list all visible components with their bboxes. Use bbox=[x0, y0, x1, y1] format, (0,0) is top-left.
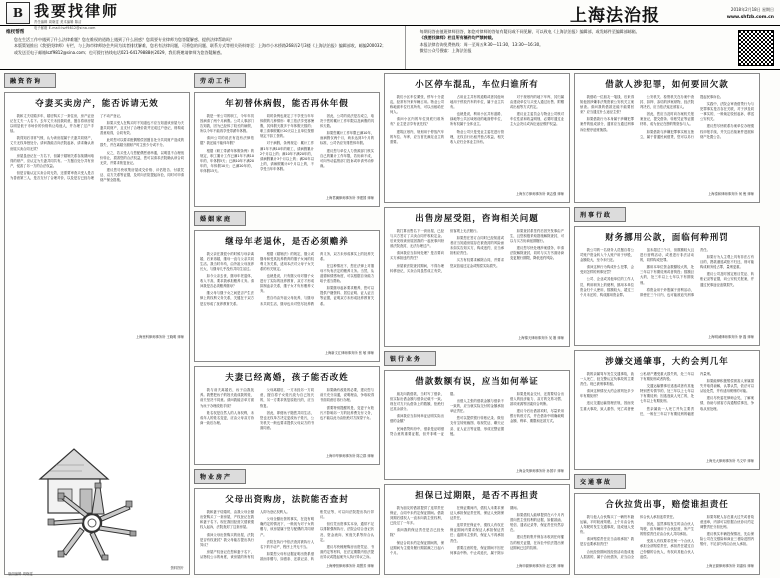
paragraph: 在保证期间内，债权人未要求保证人承担保证责任的，保证人免除保证责任。 bbox=[450, 506, 504, 521]
article-body bbox=[200, 114, 374, 194]
paragraph: 如今父亲去世，继母年老退休，收入不高，要求我承担赡养义务。请问我是否必须赡养继母？ bbox=[200, 274, 254, 289]
article-title: 出售房屋受阻，咨询相关问题 bbox=[415, 214, 539, 224]
paragraph: 因此，公司的说法是否成立，取决于您的累计工作年限以及病假的具体天数。 bbox=[320, 114, 374, 129]
paragraph: 挪用本单位资金数额较大的，处三年以下有期徒刑或者拘役；数额巨大的，处三年以上七年以下有期徒刑。 bbox=[640, 265, 694, 285]
paragraph: 连带责任保证中，债权人有权在保证期间内要求保证人承担保证责任；逾期未主张的，保证人不再承担责任。 bbox=[450, 523, 504, 543]
paragraph: 建议您尽快收集房屋成交价格、评估报告、付款凭证、双方关系等证据，及时向法院提起诉讼，同时可申请财产保全措施。 bbox=[100, 167, 184, 183]
article-title: 借款人涉犯罪，如何要回欠款 bbox=[605, 80, 729, 90]
article-body bbox=[390, 392, 564, 467]
article-body bbox=[200, 510, 374, 562]
paragraph: 物业公司只是受业主委托进行管理，无权自行出租并独占收益，相关收入应归全体业主所有。 bbox=[450, 129, 504, 144]
paragraph: 建议今后出借款项时，尽量采用银行转账方式，并在借条中明确载明金额、利率、期限和还款方式。 bbox=[510, 409, 564, 424]
column-1 bbox=[4, 73, 190, 575]
article-title: 继母年老退休，是否必须赡养 bbox=[225, 236, 349, 247]
paragraph: 因此，虽然事故发生时由合伙人驾驶，但车辆用于合伙经营，所产生的赔偿责任应由合伙人共同承担。 bbox=[640, 522, 694, 537]
category-label-banking: 银行业务 bbox=[384, 351, 436, 366]
paragraph: 对于病假，条例规定：累计工作满1年不满10年的职工，请病假累计2个月以上的；满10年不满20年的，请病假累计3个月以上的；满20年以上的，请病假累计4个月以上的，不享受当年年休假。 bbox=[260, 141, 314, 171]
paragraph: 房屋产权登记在您和妻子名下，从物权公示的角度，该房屋的所有权人即为登记权利人。 bbox=[200, 510, 290, 559]
paragraph: 建议您与单位人力资源部门核实自己的累计工作年限，若协商不成，可向劳动监察部门投诉或申请劳动仲裁。 bbox=[320, 148, 374, 168]
paragraph: 您亲属致一人死亡并负主要责任，一般在三年以下有期徒刑的幅度内量刑。 bbox=[640, 372, 714, 416]
intro-line-1: 您在生活工作中遇到了什么法律难题？您在维权的道路上遇到了什么困惑？您需要专业律师为您答疑解惑、提供法律帮助吗？ bbox=[14, 37, 234, 42]
paragraph: 将资金用于炒股属于营利活动，即使在三个月内，也可能被追究刑事责任。 bbox=[640, 248, 710, 297]
paragraph: 我打算出售名下一套房屋，已经与买方签订了买卖合同并收取定金。后来发现该房屋因我的一起民事纠纷被法院查封，无法办理过户。 bbox=[390, 229, 444, 249]
paragraph: 交通运输肇事后逃逸或者有其他特别恶劣情节的，处三年以上七年以下有期徒刑；因逃逸致人死亡的，处七年以上有期徒刑。 bbox=[640, 384, 694, 404]
paragraph: 请问这种情况大约会被判处多少年有期徒刑？ bbox=[580, 389, 634, 399]
article-signature: 上海金茂律师事务所 孙国平 律师 bbox=[515, 469, 564, 473]
paragraph: 我们小区车位紧张，停车十分混乱，经常有外来车辆占用。物业公司称地面车位归其所有，可以出租给任何人。 bbox=[390, 95, 444, 115]
article-title: 年初替休病假，能否再休年假 bbox=[225, 99, 349, 109]
article-title: 小区停车混乱，车位归谁所有 bbox=[415, 80, 539, 90]
paragraph: 建议业主委员会与物业公司核对车位性质和收益明细，必要时通过业主大会决议或诉讼途径维护权益。 bbox=[510, 112, 564, 127]
article-signature: 上海泰和律师事务所 何 俊 律师 bbox=[707, 192, 754, 196]
paragraph: 如果行为人主观上具有非法占有目的，携款潜逃或拒不归还，则可能构成职务侵占罪，量刑更重。 bbox=[700, 255, 754, 270]
paragraph: 虽未超过三个月，但数额较大且进行营利活动，或者进行非法活动的，同样构成犯罪。 bbox=[640, 248, 694, 263]
intro-left bbox=[0, 26, 406, 69]
paragraph: 我的亲属驾车发生交通事故，致一人死亡，经交警认定负事故的主要责任。现已被刑事拘留。 bbox=[580, 372, 634, 387]
paragraph: 房屋被法院查封期间，不得办理转移登记，买卖合同虽然成立有效，但客观上无法履行。 bbox=[390, 229, 480, 273]
paragraph: 请问公司的说法有没有法律依据？我还能不能休年假？ bbox=[200, 136, 254, 146]
article-title: 担保已过期限，是否不再担责 bbox=[415, 491, 539, 501]
article-a1 bbox=[4, 92, 190, 575]
paragraph: 此时您可以要求配偶赔偿因擅自处分共同财产造成的损失，并在离婚分割财产时主张少分或不分。 bbox=[100, 138, 184, 148]
paragraph: 如果继母起诉要求赡养，您可以提供户籍资料、居住证明、证人证言等证据，证明双方未形成抚养教育关系。 bbox=[320, 286, 374, 306]
article-signature: 上海正源律师事务所 刘嘉伟 律师 bbox=[705, 564, 754, 568]
paragraph: 父母全额出资的事实，在没有明确约定的情况下，一般视为对子女的赠与，该房屋属于您与配偶的共同财产。 bbox=[260, 517, 314, 537]
paragraph: 如果借款与涉嫌犯罪事实相互独立，属于普通民间借贷，您可以另行提起民事诉讼。 bbox=[640, 95, 724, 139]
article-title: 财务挪用公款，面临何种刑罚 bbox=[605, 233, 729, 243]
page-title: 我要找律师 bbox=[34, 2, 120, 20]
notice-line-4: 微信公众号搜索：上海法治报 bbox=[419, 48, 472, 54]
notice-line-3: 本报法律咨询免费热线：周一至周五9:30—11:30，13:30—16:30。 bbox=[419, 41, 544, 47]
article-a5 bbox=[194, 488, 380, 575]
paragraph: 也就是说，只有继父母对继子女进行了实际的抚养教育，双方才形成拟制血亲关系，继子女才负有赡养义务。 bbox=[260, 274, 314, 294]
intro-line-3: 或发送至电子邮箱lszf9812@sina.com；也可拨打热线电话021-64179888转2029，我们将邀请律师为您答疑解惑。 bbox=[14, 49, 225, 55]
paragraph: 请问赔偿责任应当由谁承担？我是否也要承担责任？ bbox=[580, 537, 634, 547]
paragraph: 实践中，法院会审查借贷行为与犯罪事实是否存在关联，对于涉及同一事实的，一般裁定驳回起诉，移送公安机关。 bbox=[700, 102, 754, 122]
article-a12 bbox=[574, 350, 760, 470]
masthead bbox=[0, 0, 780, 30]
article-signature: 上海君澜律师事务所 李建国 律师 bbox=[325, 195, 374, 200]
article-signature: 上海明诚律师事务所 徐 磊 律师 bbox=[707, 335, 754, 339]
paragraph: 父母离婚后，一方未经另一方同意，擅自将子女姓氏改为自己姓氏的，另一方要求恢复原姓氏的，应当恢复。 bbox=[260, 388, 314, 408]
article-body bbox=[390, 229, 564, 334]
paragraph: 姓名权是自然人的人身权利，未成年人的姓名变更，应由父母双方协商一致后办理。 bbox=[200, 410, 254, 425]
category-label-traffic: 交通事故 bbox=[574, 474, 626, 489]
paragraph: 请问父母出资购买的房屋，法院是否有权查封？我父母能否提出执行异议？ bbox=[200, 532, 254, 547]
paragraph: 您可以提供银行转账记录、微信支付宝转账截图、取现凭证、聊天记录、证人证言等证据，形成完整证据链。 bbox=[450, 416, 504, 436]
article-body bbox=[580, 372, 754, 457]
article-a8 bbox=[384, 370, 570, 480]
qr-code-icon bbox=[738, 30, 774, 66]
article-body bbox=[200, 388, 374, 452]
paragraph: 如果债权人能够提供在六个月内曾向您主张权利的证据，如催款函、短信、通话记录等，保证责任仍然存在。 bbox=[510, 513, 564, 533]
paragraph: 我为朋友的借款提供了连带责任保证，合同中未约定保证期间。借款到期后债权人一直未向我主张权利，已经过了一年多。 bbox=[390, 506, 444, 526]
issue-date: 2018年2月18日 星期日 bbox=[730, 7, 774, 12]
category-label-property: 物业房产 bbox=[194, 469, 246, 484]
paragraph: 如果确有改姓的必要，建议您与前夫充分沟通，说明理由，争取取得书面同意后再行办理。 bbox=[320, 388, 374, 403]
paragraph: 如果是现金交付，还需要结合出借人的经济能力、双方的交易习惯、款项来源等因素综合判断。 bbox=[510, 392, 564, 407]
paragraph: 我公司的一名财务人员擅自将公司账户资金转入个人账户用于炒股，金额较大，至今未归还。 bbox=[580, 248, 634, 263]
paragraph: 保证合同未约定保证期间的，保证期间为主债务履行期届满之日起六个月。 bbox=[390, 540, 444, 555]
paragraph: 朋友向我借款，当时写了借条，但实际出借金额与借条记载不一致。现在对方只认借条上的数额，拒绝归还其余部分。 bbox=[390, 392, 444, 412]
article-signature: 上海申华律师事务所 陈立群 律师 bbox=[325, 454, 374, 459]
intro-right bbox=[406, 26, 780, 69]
paragraph: 建议您尽快联系办案单位办理债权申报手续，并关注后续案件进展和财产处置公告。 bbox=[700, 124, 754, 139]
article-signature: 上海新文汇律师事务所 张 敏 律师 bbox=[324, 351, 374, 356]
category-label-criminal: 刑事行政 bbox=[574, 207, 626, 222]
article-a7 bbox=[384, 207, 570, 347]
article-body bbox=[390, 506, 564, 562]
article-a2 bbox=[194, 92, 380, 207]
paper-name: 上海法治报 bbox=[570, 6, 660, 26]
paragraph: 民间借贷纠纷中，借条是证明借贷合意的重要证据，但并非唯一证据。 bbox=[390, 392, 457, 436]
paragraph: 需要特别提醒的是，变更子女姓氏不影响另一方的抚养费支付义务，也不能以此为由拒绝对方探望子女。 bbox=[320, 405, 374, 420]
article-body bbox=[580, 95, 754, 190]
notice-line-1: 每期问答由值班律师回答，如您对律师的答复有疑问或不同见解，可以致电《上海法治报》编辑部，或发邮件至编辑部邮箱。 bbox=[419, 29, 640, 34]
paragraph: 请问我的保证责任是否已经免除？ bbox=[390, 528, 444, 538]
paragraph: 我借给一位朋友一笔钱，后来得知他因涉嫌非法集资被公安机关立案侦查。请问我的借款还能不能要回来？应当通过什么途径主张？ bbox=[580, 95, 634, 115]
paragraph: 建议尽快梳理购房出资凭证、书面约定等材料，在法定期限内依法提出异议或提起案外人执行异议之诉。 bbox=[320, 544, 374, 559]
paragraph: 我父亲在我很小的时候与母亲离婚，后来再婚，继母一直与父亲共同生活。我当时年幼，由外祖父母抚养长大，与继母几乎没有共同生活过。 bbox=[200, 251, 254, 272]
paragraph: 根据《职工带薪年休假条例》的规定，职工累计工作已满1年不满10年的，年休假5天；已满10年不满20年的，年休假10天；已满20年的，年休假15天。 bbox=[200, 148, 254, 173]
paragraph: 您自幼由外祖父母抚养，与继母未共同生活，继母也未对您尽抚养教育义务，双方未形成事实上的抚养关系。 bbox=[260, 251, 374, 306]
paragraph: 如果您在签订合同时已经知道或者应当知道房屋存在被查封的风险而未如实告知买方，构成违约，应当承担相应责任。 bbox=[450, 236, 504, 256]
paragraph: 但仅凭出资事实本身，通常不足以排除强制执行，法院会结合登记状况、资金流向、家庭关系等综合认定。 bbox=[320, 522, 374, 542]
article-body bbox=[580, 248, 754, 333]
paragraph: 如果能够积极赔偿被害人家属损失并取得谅解，认罪认罚，依法可以从轻处罚，并有适用缓刑的可能。 bbox=[700, 379, 754, 394]
paragraph: 占用业主共有的道路或者其他场地用于停放汽车的车位，属于业主共有。 bbox=[450, 95, 504, 110]
paragraph: 公安机关、检察机关在办案中查封、扣押、冻结的涉案财物，经法院判决后，应当依法返还被害人。 bbox=[640, 95, 694, 110]
article-signature: 上海锦天律师事务所 吴 刚 律师 bbox=[517, 336, 564, 340]
article-body bbox=[580, 515, 754, 562]
paragraph: 我与他人合伙购买了一辆货车跑运输，平时轮流驾驶。上个月由合伙人驾驶时发生交通事故，造成他人受伤。 bbox=[580, 515, 634, 535]
category-label-financing: 融资咨询 bbox=[4, 73, 56, 88]
paragraph: 请问我应当如何举证证明实际出借的金额？ bbox=[390, 414, 444, 424]
paragraph: 建议核实车辆投保情况，先由保险公司在交强险和商业三者险范围内赔付，不足部分再由合伙人承担。 bbox=[700, 532, 754, 547]
article-a13 bbox=[574, 493, 760, 575]
illustration-caption: 资料图片 bbox=[170, 566, 184, 570]
paragraph: 我与前夫离婚后，孩子由我抚养。我想把孩子的姓氏改成我的姓，前夫坚决不同意。请问我能否单方面为孩子办理改姓手续？ bbox=[200, 388, 254, 408]
paragraph: 如果您父母有证据证明出资系借款而非赠与，如借条、还款记录、转账凭证等，可以向法院提出执行异议。 bbox=[260, 510, 374, 561]
paragraph: 继父母与继子女之间是否产生法律上的权利义务关系，关键在于双方是否形成了抚养教育关系。 bbox=[200, 291, 254, 306]
illustration-svg bbox=[22, 427, 172, 562]
paragraph: 请问我应当如何处理？是否要向买方承担违约责任？ bbox=[390, 251, 444, 261]
paragraph: 需要注意的是，保证期间不因任何事由中断、中止或延长，属于除斥期间。 bbox=[450, 506, 520, 555]
article-title: 借款数额有误，应当如何举证 bbox=[415, 377, 539, 387]
paragraph: 法院在执行中依法查封被执行人名下的不动产，程序上并无不当。 bbox=[260, 539, 314, 549]
article-signature: 上海博恒律师事务所 周慧芳 律师 bbox=[325, 564, 374, 569]
article-body bbox=[10, 114, 184, 333]
article-body bbox=[200, 252, 374, 350]
paragraph: 公司、企业或其他单位的工作人员，利用职务上的便利，挪用本单位资金归个人使用，数额较大、超过三个月未还的，构成挪用资金罪。 bbox=[580, 277, 634, 297]
paragraph: 建议尽快委托律师会见，了解案情，协助与被害方沟通赔偿事宜，争取从宽处理。 bbox=[700, 396, 754, 411]
article-signature: 上海东方律师事务所 黄志强 律师 bbox=[515, 192, 564, 196]
article-a4 bbox=[194, 366, 380, 465]
paragraph: 合伙经营期间因经营活动造成他人损害的，属于合伙债务，应当由全体合伙人承担连带责任。 bbox=[580, 515, 677, 559]
article-signature: 上海里科律师事务所 王晓明 律师 bbox=[135, 334, 184, 339]
paragraph: 买方有权要求解除合同，并要求您双倍返还定金或赔偿实际损失。 bbox=[450, 258, 504, 268]
article-a10 bbox=[574, 73, 760, 203]
article-signature: 上海光大律师事务所 马文华 律师 bbox=[705, 459, 754, 463]
paragraph: 建议您收集并保存未收到任何催告的相关证据，在诉讼中依法提出保证期间已过的抗辩。 bbox=[510, 535, 564, 550]
paragraph: 如果买受人在购买时不知道也不应当知道该房屋为夫妻共同财产，且支付了合理价款并完成过户登记，则构成善意取得，合同有效。 bbox=[100, 121, 184, 136]
column-3 bbox=[384, 73, 570, 575]
paragraph: 我和妻子结婚时，由我父母全额出资购买了一套房屋，产权登记在我和妻子名下。现在我因经营欠债被债权人起诉，法院查封了这套房屋。 bbox=[200, 510, 254, 530]
paragraph: 建筑区划内，规划用于停放汽车的车位、车库，应当首先满足业主的需要。 bbox=[390, 129, 444, 144]
paragraph: 请问小区内的车位到底归谁所有？业主是否享有优先权？ bbox=[390, 117, 444, 127]
paragraph: 受害人有权要求任何一个合伙人承担全部赔偿责任，承担责任超过自己份额的合伙人，有权向其他合伙人追偿。 bbox=[640, 539, 694, 559]
paragraph: 在这种情况下，您在法律上对继母不负有法定的赡养义务。当然，从道德和情感角度，可以根据自身能力给予适当帮助。 bbox=[320, 263, 374, 284]
paragraph: 我得知后非常气愤，认为该房屋属于夫妻共同财产，丈夫无权单独处分。请问我能否向法院起诉，请求确认该房屋买卖合同无效？ bbox=[10, 136, 94, 151]
article-title: 父母出资购房，法院能否查封 bbox=[225, 495, 349, 506]
newspaper-logo-icon: B bbox=[6, 2, 30, 24]
paragraph: 出借人主张的借款金额与借条不一致的，应当就实际交付的金额承担举证责任。 bbox=[450, 399, 504, 414]
paragraph: 因此，您应当及时向办案机关报案登记，提交借条、转账凭证等证据材料，成为登记在册的集资参与人。 bbox=[640, 112, 694, 127]
article-title: 涉嫌交通肇事，大约会判几年 bbox=[605, 357, 729, 367]
paragraph: 如果查封系签约后因突发事由产生，且您积极采取措施解除查封，可以与买方协商延期履行。 bbox=[510, 229, 564, 244]
notice-line-2: 《我要找律师》栏目所有稿件均严禁转载。 bbox=[419, 35, 496, 41]
editor-credit-1: 责任编辑 周晓雯 美术编辑 陈洁 bbox=[34, 20, 82, 24]
paragraph: 对于规划内的地下车库，其归属由建设单位与买受人通过出售、附赠或出租等方式约定。 bbox=[510, 95, 564, 110]
paragraph: 如果驾驶人存在重大过失或者故意违章，内部可以依据合伙协议约定调整责任分担比例。 bbox=[700, 515, 754, 530]
article-title: 夫妻已经离婚，孩子能否改姓 bbox=[225, 373, 349, 384]
paragraph: 建议公司及时固定账目凭证、转账记录等证据，向公安机关报案，并通过民事途径追缴损失。 bbox=[700, 272, 754, 287]
article-a11 bbox=[574, 226, 760, 346]
paragraph: 如果借款行为本身属于涉嫌犯罪案件的组成部分，通常应当通过刑事诉讼程序追赃挽损。 bbox=[580, 117, 634, 132]
paragraph: 违反交通运输管理法规，因而发生重大事故，致人重伤、死亡或者使公私财产遭受重大损失的，处三年以下有期徒刑或者拘役。 bbox=[580, 372, 694, 411]
article-a9 bbox=[384, 484, 570, 575]
paragraph: 建议您尽快处理涉案债务，申请法院解除查封，同时与买方书面协商变更履行期限，降低违约风险。 bbox=[510, 246, 564, 261]
intro-bar bbox=[0, 26, 780, 70]
paragraph: 如果您累计工作年限已满10年，而病假仅两个月，尚未达到3个月的标准，公司仍应安排您休年假。 bbox=[320, 131, 374, 146]
column-4 bbox=[574, 73, 760, 575]
paragraph: 但是否能认定买卖合同无效，还需要审查买受人是否为善意第三人，是否支付了合理对价，以及是否已经办理了不动产登记。 bbox=[10, 114, 124, 181]
paragraph: 也就是说，利用小区共有道路、绿地等公共区域划设的地面停车位，所有权属于全体业主。 bbox=[450, 112, 504, 127]
article-title: 合伙拉货出事，赔偿谁担责任 bbox=[605, 500, 729, 510]
article-a6 bbox=[384, 73, 570, 203]
paragraph: 根据《婚姻法》的规定，继父或继母和受其抚养教育的继子女间的权利义务关系，适用本法对父母子女关系的有关规定。 bbox=[260, 251, 314, 272]
content-columns bbox=[0, 70, 780, 575]
article-body bbox=[390, 95, 564, 190]
editor-email: 电子邮箱 E-mail:lszf9812@sina.com bbox=[34, 25, 96, 30]
category-label-labor: 劳动工作 bbox=[194, 73, 246, 88]
paragraph: 房屋虽登记在一方名下，但属于婚姻关系存续期间取得的财产，应认定为夫妻共同共有。一方擅自处分共有房产，侵害了另一方的合法权益。 bbox=[10, 153, 94, 168]
paragraph: 同时条例也规定了不享受当年年休假的几种情形：职工依法享受寒暑假，其休假天数多于年休假天数的；职工请事假累计20天以上且单位按照规定不扣工资的。 bbox=[260, 114, 314, 139]
intro-line-2: 本版策划推出《我要找律师》专栏，与上海市律师协会共同为读者排忧解难，您若有法律问题，可将您的问题、联系方式等相关资料寄至：上海市小木桥路268弄2号3楼《上海法治报》编辑部收，邮编200032； bbox=[14, 43, 386, 49]
intro-title: 维杈帮帮 bbox=[6, 30, 25, 35]
column-2 bbox=[194, 73, 380, 575]
paragraph: 反之，若买受人与您配偶恶意串通，以明显不合理低价转让，损害您的合法权益，您可以请求法院确认该合同无效，并要求恢复登记。 bbox=[100, 150, 184, 165]
paragraph: 我和丈夫结婚多年，婚后购买了一套住房，房产证登记在丈夫一人名下。去年丈夫未经我同意，擅自将该房屋以明显低于市场价的价格转让给他人，并办理了过户手续。 bbox=[10, 114, 94, 134]
illustration-house-keys bbox=[10, 344, 184, 565]
article-a3 bbox=[194, 230, 380, 363]
paper-website: www.shfzb.com.cn bbox=[726, 15, 774, 20]
paragraph: 因此，即便孩子随您共同生活，您也无权单方决定更改孩子姓氏，公安机关一般也要求提供父母双方的书面同意。 bbox=[260, 410, 314, 430]
page-footer-credit: 版面编辑 周晓雯 bbox=[8, 572, 33, 576]
paragraph: 我是一家公司的职工，今年年初因病请了两个月病假。公司人事部门告知我，因为已经休了较长的病假，所以今年不能再享受带薪年休假。 bbox=[200, 114, 254, 134]
paragraph: 请问这种行为构成什么犯罪，会受到怎样的刑事处罚？ bbox=[580, 265, 634, 275]
article-title: 夺妻买卖房产，能否诉请无效 bbox=[35, 99, 159, 109]
article-signature: 上海申源律师事务所 赵文彬 律师 bbox=[515, 564, 564, 568]
category-label-family: 婚姻家庭 bbox=[194, 211, 246, 226]
